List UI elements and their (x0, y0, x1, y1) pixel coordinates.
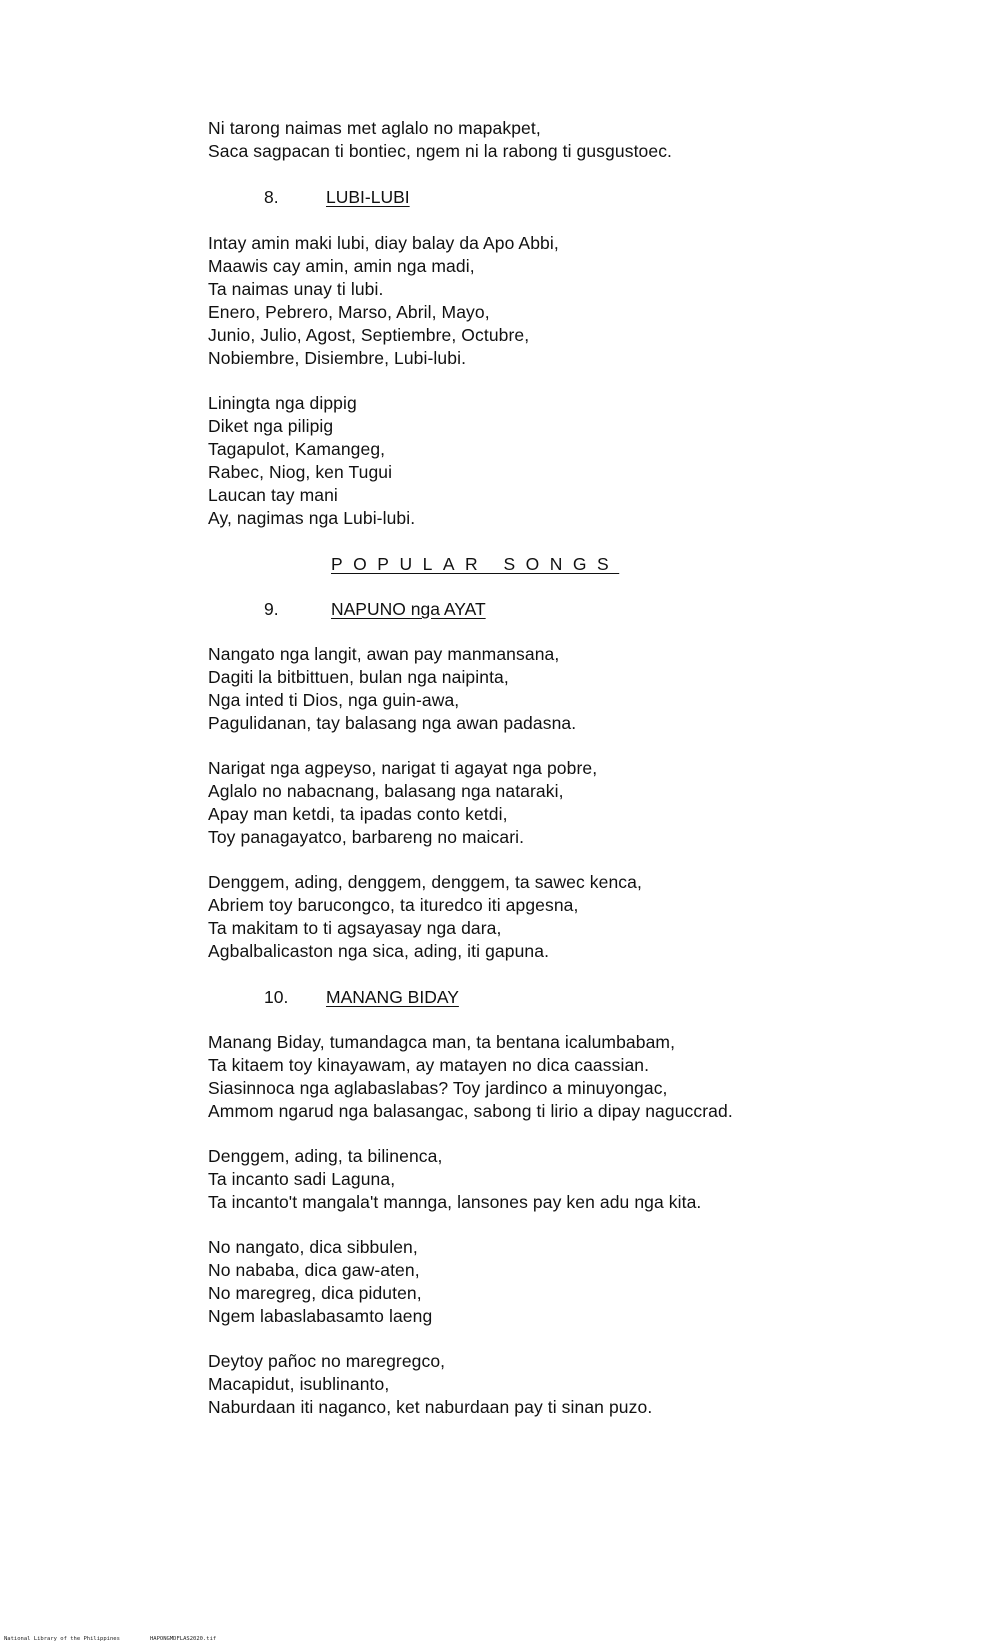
text-line: Agbalbalicaston nga sica, ading, iti gapuna. (208, 941, 550, 961)
song-title: NAPUNO nga AYAT (331, 599, 486, 619)
footer-library-label: National Library of the Philippines (4, 1636, 120, 1642)
text-line: Ta naimas unay ti lubi. (208, 279, 384, 299)
text-line: Dagiti la bitbittuen, bulan nga naipinta, (208, 667, 509, 687)
text-line: Naburdaan iti naganco, ket naburdaan pay ti sinan puzo. (208, 1397, 653, 1417)
text-line: Macapidut, isublinanto, (208, 1374, 390, 1394)
footer-filename: HAPONGMDFLAS2020.tif (150, 1636, 217, 1642)
song-number: 10. (264, 987, 289, 1007)
text-line: Nangato nga langit, awan pay manmansana, (208, 644, 560, 664)
text-line: Abriem toy barucongco, ta ituredco iti apgesna, (208, 895, 579, 915)
text-line: Junio, Julio, Agost, Septiembre, Octubre, (208, 325, 530, 345)
song-title: LUBI-LUBI (326, 187, 410, 207)
text-line: Toy panagayatco, barbareng no maicari. (208, 827, 525, 847)
text-line: Saca sagpacan ti bontiec, ngem ni la rabong ti gusgustoec. (208, 141, 673, 161)
text-line: Denggem, ading, denggem, denggem, ta sawec kenca, (208, 872, 642, 892)
text-line: Denggem, ading, ta bilinenca, (208, 1146, 443, 1166)
text-line: Nobiembre, Disiembre, Lubi-lubi. (208, 348, 467, 368)
text-line: Nga inted ti Dios, nga guin-awa, (208, 690, 460, 710)
song-number: 9. (264, 599, 279, 619)
text-line: Ni tarong naimas met aglalo no mapakpet, (208, 118, 541, 138)
section-heading: POPULAR SONGS (331, 554, 620, 574)
text-line: No nangato, dica sibbulen, (208, 1237, 418, 1257)
text-line: Ay, nagimas nga Lubi-lubi. (208, 508, 416, 528)
text-line: No nababa, dica gaw-aten, (208, 1260, 420, 1280)
text-line: Diket nga pilipig (208, 416, 334, 436)
text-line: Pagulidanan, tay balasang nga awan padasna. (208, 713, 577, 733)
song-number: 8. (264, 187, 279, 207)
text-line: Ta kitaem toy kinayawam, ay matayen no dica caassian. (208, 1055, 650, 1075)
text-line: Ta makitam to ti agsayasay nga dara, (208, 918, 502, 938)
text-line: No maregreg, dica piduten, (208, 1283, 422, 1303)
text-line: Aglalo no nabacnang, balasang nga nataraki, (208, 781, 564, 801)
text-line: Liningta nga dippig (208, 393, 357, 413)
text-line: Deytoy pañoc no maregregco, (208, 1351, 446, 1371)
text-line: Apay man ketdi, ta ipadas conto ketdi, (208, 804, 508, 824)
text-line: Ammom ngarud nga balasangac, sabong ti lirio a dipay naguccrad. (208, 1101, 733, 1121)
text-line: Laucan tay mani (208, 485, 338, 505)
text-line: Manang Biday, tumandagca man, ta bentana icalumbabam, (208, 1032, 676, 1052)
text-line: Narigat nga agpeyso, narigat ti agayat nga pobre, (208, 758, 598, 778)
text-line: Siasinnoca nga aglabaslabas? Toy jardinco a minuyongac, (208, 1078, 668, 1098)
text-line: Maawis cay amin, amin nga madi, (208, 256, 475, 276)
text-line: Intay amin maki lubi, diay balay da Apo Abbi, (208, 233, 559, 253)
text-line: Enero, Pebrero, Marso, Abril, Mayo, (208, 302, 490, 322)
text-line: Rabec, Niog, ken Tugui (208, 462, 393, 482)
song-title: MANANG BIDAY (326, 987, 459, 1007)
text-line: Ta incanto sadi Laguna, (208, 1169, 396, 1189)
text-line: Tagapulot, Kamangeg, (208, 439, 386, 459)
text-line: Ngem labaslabasamto laeng (208, 1306, 433, 1326)
text-line: Ta incanto't mangala't mannga, lansones pay ken adu nga kita. (208, 1192, 702, 1212)
